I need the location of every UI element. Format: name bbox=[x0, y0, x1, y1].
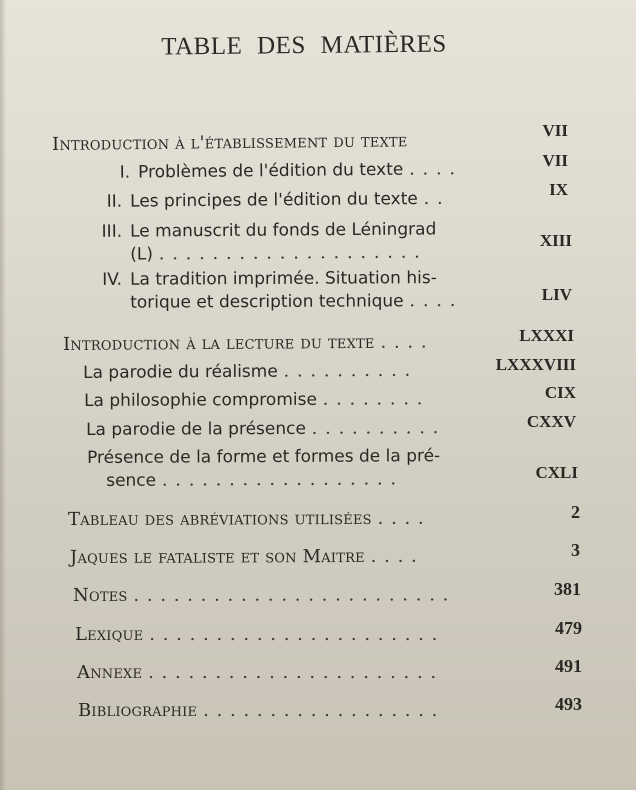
toc-entry-number: I. bbox=[119, 162, 131, 183]
toc-page-number: 2 bbox=[571, 502, 580, 522]
toc-page-number: CXLI bbox=[535, 463, 578, 482]
dot-leader: . . . . . . . . . . . . . . . . . . . . . . . . bbox=[133, 584, 450, 606]
dot-leader: . . . . . . . . . . . . . . . . . . . . bbox=[158, 241, 421, 265]
toc-entry-label-continued: torique et description technique bbox=[130, 291, 404, 313]
dot-leader: . . . . . . . . . . bbox=[283, 359, 412, 382]
dot-leader: . . bbox=[423, 187, 444, 210]
toc-entry-label: Annexe bbox=[77, 662, 143, 683]
dot-leader: . . . . . . . . . . . . . . . . . . . . . . bbox=[148, 662, 438, 683]
toc-entry-label: La tradition imprimée. Situation his- bbox=[130, 268, 437, 290]
toc-entry-number: III. bbox=[101, 221, 123, 242]
dot-leader: . . . . bbox=[370, 545, 418, 567]
page-title: TABLE DES MATIÈRES bbox=[161, 30, 447, 61]
toc-page-number: LXXXI bbox=[519, 326, 574, 345]
toc-page-number: 3 bbox=[571, 540, 580, 560]
toc-page-number: IX bbox=[549, 180, 568, 199]
dot-leader: . . . . . . . . bbox=[322, 388, 424, 410]
toc-entry-label: Bibliographie bbox=[78, 700, 198, 721]
toc-page-number: LIV bbox=[541, 285, 572, 304]
toc-entry-label: Notes bbox=[73, 584, 128, 606]
toc-entry-label: La philosophie compromise bbox=[84, 389, 317, 411]
toc-entry-number: II. bbox=[106, 191, 123, 212]
toc-entry-label: Lexique bbox=[75, 624, 144, 645]
toc-entry-label: Les principes de l'édition du texte bbox=[130, 189, 418, 212]
toc-entry-label-continued: (L) bbox=[130, 244, 154, 265]
dot-leader: . . . . . . . . . . . . . . . . . . bbox=[203, 700, 439, 721]
toc-page-number: 493 bbox=[555, 694, 582, 714]
toc-page-number: VII bbox=[542, 121, 568, 140]
dot-leader: . . . . bbox=[408, 158, 457, 180]
toc-entry-label: La parodie du réalisme bbox=[83, 361, 278, 383]
toc-entry-label: Introduction à l'établissement du texte bbox=[52, 130, 408, 155]
toc-page-number: CXXV bbox=[526, 412, 576, 431]
toc-page-number: LXXXVIII bbox=[495, 355, 576, 374]
toc-page-number: 479 bbox=[555, 618, 582, 638]
toc-entry-label: Introduction à la lecture du texte bbox=[63, 331, 375, 355]
toc-entry-label: Problèmes de l'édition du texte bbox=[138, 159, 404, 183]
dot-leader: . . . . bbox=[380, 331, 428, 353]
toc-page-number: VII bbox=[542, 151, 568, 170]
dot-leader: . . . . . . . . . . . . . . . . . . . . . . bbox=[149, 624, 439, 645]
toc-page-number: CIX bbox=[544, 383, 576, 402]
toc-entry-label: Tableau des abréviations utilisées bbox=[68, 507, 372, 530]
toc-page-number: 381 bbox=[554, 579, 581, 599]
toc-entry-label-continued: sence bbox=[106, 470, 157, 491]
toc-entry-label: Présence de la forme et formes de la pré- bbox=[87, 446, 441, 468]
toc-entry-label: Jaques le fataliste et son Maitre bbox=[70, 545, 365, 568]
dot-leader: . . . . . . . . . . . . . . . . . . bbox=[161, 468, 398, 491]
dot-leader: . . . . bbox=[409, 289, 457, 312]
dot-leader: . . . . bbox=[377, 507, 425, 529]
toc-entry-label: La parodie de la présence bbox=[86, 418, 306, 440]
page-edge-shadow bbox=[0, 0, 6, 790]
toc-page-number: XIII bbox=[539, 231, 572, 250]
toc-entry-label: Le manuscrit du fonds de Léningrad bbox=[130, 219, 437, 242]
toc-entry-number: IV. bbox=[102, 269, 123, 290]
dot-leader: . . . . . . . . . . bbox=[311, 417, 440, 439]
toc-page-number: 491 bbox=[555, 656, 582, 676]
